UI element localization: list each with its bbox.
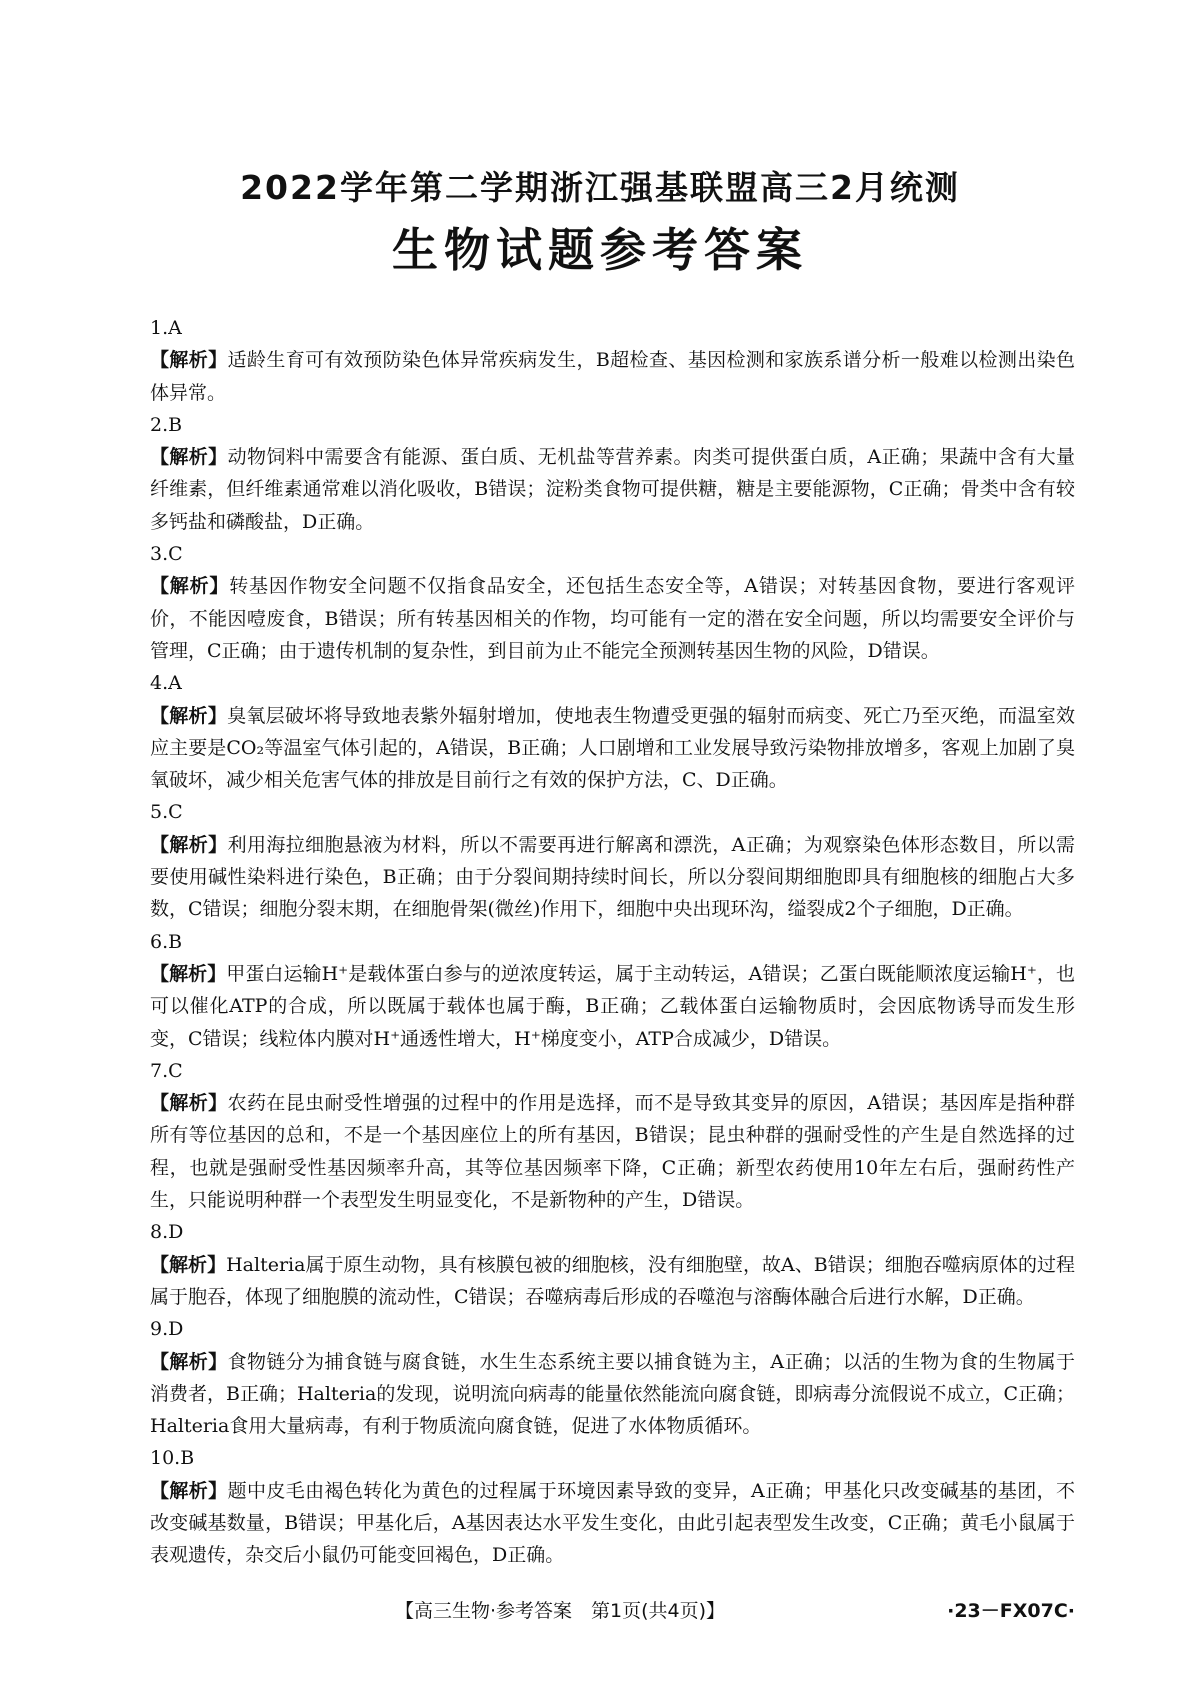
answer-explanation: [150, 958, 1075, 1055]
explanation-text: 适龄生育可有效预防染色体异常疾病发生，B超检查、基因检测和家族系谱分析一般难以检测出染色体异常。: [150, 349, 1075, 404]
explanation-text: 臭氧层破坏将导致地表紫外辐射增加，使地表生物遭受更强的辐射而病变、死亡乃至灭绝，而温室效应主要是CO₂等温室气体引起的，A错误，B正确；人口剧增和工业发展导致污染物排放增多，客观上加剧了臭氧破坏，减少相关危害气体的排放是目前行之有效的保护方法，C、D正确。: [150, 704, 1075, 792]
analysis-tag: 【解析】: [150, 962, 227, 985]
answer-number: 2.B: [150, 413, 183, 436]
page-footer: [150, 1596, 1075, 1628]
answer-explanation: [150, 829, 1075, 926]
answer-explanation: [150, 570, 1075, 667]
analysis-tag: 【解析】: [150, 1253, 227, 1276]
answer-number: 10.B: [150, 1447, 195, 1470]
explanation-text: 农药在昆虫耐受性增强的过程中的作用是选择，而不是导致其变异的原因，A错误；基因库是指种群所有等位基因的总和，不是一个基因座位上的所有基因，B错误；昆虫种群的强耐受性的产生是自然选择的过程，也就是强耐受性基因频率升高，其等位基因频率下降，C正确；新型农药使用10年左右后，强耐药性产生，只能说明种群一个表型发生明显变化，不是新物种的产生，D错误。: [150, 1092, 1075, 1212]
answer-explanation: [150, 441, 1075, 538]
answer-number: 5.C: [150, 801, 183, 824]
answer-explanation: [150, 1475, 1075, 1572]
answer-explanation: [150, 344, 1075, 409]
answer-number: 8.D: [150, 1221, 184, 1244]
analysis-tag: 【解析】: [150, 1092, 228, 1115]
analysis-tag: 【解析】: [150, 833, 228, 856]
answer-number: 3.C: [150, 543, 183, 566]
explanation-text: 甲蛋白运输H⁺是载体蛋白参与的逆浓度转运，属于主动转运，A错误；乙蛋白既能顺浓度运输H⁺，也可以催化ATP的合成，所以既属于载体也属于酶，B正确；乙载体蛋白运输物质时，会因底物诱导而发生形变，C错误；线粒体内膜对H⁺通透性增大，H⁺梯度变小，ATP合成减少，D错误。: [150, 962, 1075, 1050]
analysis-tag: 【解析】: [150, 1350, 228, 1373]
footer-code: ·23－FX07C·: [947, 1600, 1075, 1622]
exam-title: 2022学年第二学期浙江强基联盟高三2月统测: [240, 168, 960, 207]
analysis-tag: 【解析】: [150, 1479, 228, 1502]
explanation-text: 题中皮毛由褐色转化为黄色的过程属于环境因素导致的变异，A正确；甲基化只改变碱基的基团，不改变碱基数量，B错误；甲基化后，A基因表达水平发生变化，由此引起表型发生改变，C正确；黄毛小鼠属于表观遗传，杂交后小鼠仍可能变回褐色，D正确。: [150, 1479, 1075, 1567]
answer-list: [150, 312, 1075, 1572]
answer-number: 7.C: [150, 1059, 183, 1082]
analysis-tag: 【解析】: [150, 446, 228, 469]
answer-explanation: [150, 1249, 1075, 1314]
answer-explanation: [150, 700, 1075, 797]
answer-number: 6.B: [150, 930, 183, 953]
explanation-text: 转基因作物安全问题不仅指食品安全，还包括生态安全等，A错误；对转基因食物，要进行客观评价，不能因噎废食，B错误；所有转基因相关的作物，均可能有一定的潜在安全问题，所以均需要安全评价与管理，C正确；由于遗传机制的复杂性，到目前为止不能完全预测转基因生物的风险，D错误。: [150, 575, 1075, 662]
footer-page-info: 【高三生物·参考答案 第1页(共4页)】: [395, 1600, 726, 1622]
document-subtitle: 生物试题参考答案: [392, 223, 808, 277]
answer-explanation: [150, 1346, 1075, 1443]
explanation-text: 动物饲料中需要含有能源、蛋白质、无机盐等营养素。肉类可提供蛋白质，A正确；果蔬中含有大量纤维素，但纤维素通常难以消化吸收，B错误；淀粉类食物可提供糖，糖是主要能源物，C正确；骨类中含有较多钙盐和磷酸盐，D正确。: [150, 446, 1075, 533]
analysis-tag: 【解析】: [150, 575, 230, 598]
answer-number: 4.A: [150, 672, 182, 695]
analysis-tag: 【解析】: [150, 349, 228, 372]
explanation-text: 食物链分为捕食链与腐食链，水生生态系统主要以捕食链为主，A正确；以活的生物为食的生物属于消费者，B正确；Halteria的发现，说明流向病毒的能量依然能流向腐食链，即病毒分流假说不成立，C正确；Halteria食用大量病毒，有利于物质流向腐食链，促进了水体物质循环。: [150, 1350, 1075, 1438]
explanation-text: 利用海拉细胞悬液为材料，所以不需要再进行解离和漂洗，A正确；为观察染色体形态数目，所以需要使用碱性染料进行染色，B正确；由于分裂间期持续时间长，所以分裂间期细胞即具有细胞核的细胞占大多数，C错误；细胞分裂末期，在细胞骨架(微丝)作用下，细胞中央出现环沟，缢裂成2个子细胞，D正确。: [150, 833, 1075, 921]
explanation-text: Halteria属于原生动物，具有核膜包被的细胞核，没有细胞壁，故A、B错误；细胞吞噬病原体的过程属于胞吞，体现了细胞膜的流动性，C错误；吞噬病毒后形成的吞噬泡与溶酶体融合后进行水解，D正确。: [150, 1253, 1075, 1308]
answer-number: 1.A: [150, 317, 182, 339]
analysis-tag: 【解析】: [150, 704, 228, 727]
answer-explanation: [150, 1087, 1075, 1216]
answer-number: 9.D: [150, 1318, 184, 1341]
